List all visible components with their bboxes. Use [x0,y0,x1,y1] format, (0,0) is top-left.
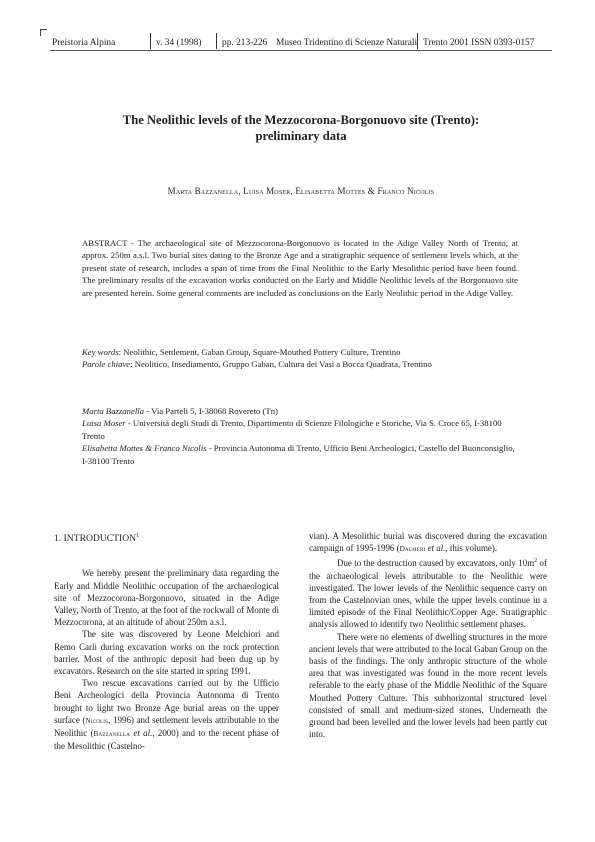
parole-chiave: Parole chiave: Neolitico, Insediamento, Gruppo Gaban, Cultura dei Vasi a Bocca Quadrata, Trentino [82,359,432,370]
paragraph: We hereby present the preliminary data regarding the Early and Middle Neolithic occupation of the archaeological site of Mezzocorona-Borgonuovo, situated in the Adige Valley, North of Trento, at the foot of the rockwall of Monte di Mezzocorona, at an altitude of about 250m a.s.l. [54,568,279,628]
paper-title: The Neolithic levels of the Mezzocorona-Borgonuovo site (Trento): preliminary data [122,113,480,143]
header-divider [417,33,418,49]
citation: Dalmeri [399,545,426,554]
citation: Bazzanella [93,730,131,739]
address-bazzanella: Marta Bazzanella - Via Parteli 5, I-38068 Rovereto (Tn) [82,406,278,416]
crop-mark [40,29,47,36]
keywords-block [82,346,518,371]
publisher: Museo Tridentino di Scienze Naturali [276,38,418,48]
address-moser: Luisa Moser - Università degli Studi di Trento, Dipartimento di Scienze Filologiche e Storiche, Via S. Croce 65, I-38100 Trento [82,418,502,441]
page-range: pp. 213-226 [222,38,268,48]
paragraph: Due to the destruction caused by excavators, only $10m^2$ of the archaeological levels attributable to the Neolithic were investigated. The lower levels of the Neolithic sequence carry on from the Castelnovian ones, while the upper levels continue in a limited episode of the Final Neolithic/Copper Age. Stratigraphic analysis allowed to identify two Neolithic settlement phases. [309,558,548,630]
journal-name: Preistoria Alpina [52,38,116,48]
paragraph: Two rescue excavations carried out by the Ufficio Beni Archeologici della Provincia Autonoma di Trento brought to light two Bronze Age burial areas on the upper surface (Nicolis, 1996) and settlement levels attributable to the Neolithic (Bazzanella et al., 2000) and to the recent phase of the Mesolithic (Castelno- [54,678,279,752]
running-header [50,33,552,53]
citation: Nicolis [85,716,109,725]
section-heading: 1. INTRODUCTION$^1$ [54,533,140,545]
header-divider [216,33,217,49]
header-divider [150,33,151,49]
paragraph: There were no elements of dwelling structures in the more ancient levels that were attributed to the local Gaban Group on the basis of the findings. The only anthropic structure of the whole area that was investigated was found in the more recent levels referable to the early phase of the Middle Neolithic of the Square Mouthed Pottery Culture. This subhorizontal structured level consisted of small and medium-sized stones. Underneath the ground had been levelled and the lower levels had been partly cut into. [309,631,547,740]
abstract: ABSTRACT - The archaeological site of Mezzocorona-Borgonuovo is located in the Adige Valley North of Trento, at approx. 250m a.s.l. Two burial sites dating to the Bronze Age and a stratigraphic sequence of settlement levels which, at the present state of research, includes a span of time from the Final Neolithic to the Early Mesolithic period have been found. The preliminary results of the excavation works conducted on the Early and Middle Neolithic levels of the Borgonuovo site are presented herein. Some general comments are included as conclusions on the Early Neolithic period in the Adige Valley. [82,238,518,298]
address-mottes-nicolis: Elisabetta Mottes & Franco Nicolis - Provincia Autonoma di Trento, Ufficio Beni Archeologici, Castello del Buonconsiglio, I-38100 Trento [82,443,515,466]
paragraph: The site was discovered by Leone Melchiori and Remo Carli during excavation works on the rock protection barrier. Most of the anthropic deposit had been dug up by excavators. Research on the site started in spring 1991. [54,629,279,677]
footnote-marker: 1 [136,533,140,539]
author-addresses [82,405,518,467]
keywords: Key words: Neolithic, Settlement, Gaban Group, Square-Mouthed Pottery Culture, Trentino [82,347,401,357]
paragraph: vian). A Mesolithic burial was discovered during the excavation campaign of 1995-1996 (Dalmeri et al., this volume). [309,531,547,554]
author-list: Marta Bazzanella, Luisa Moser, Elisabetta Mottes & Franco Nicolis [167,186,435,196]
place-year-issn: Trento 2001 ISSN 0393-0157 [423,38,535,48]
header-rule [50,50,552,51]
journal-volume: v. 34 (1998) [156,38,202,48]
right-column [309,530,547,740]
left-column [54,530,279,752]
